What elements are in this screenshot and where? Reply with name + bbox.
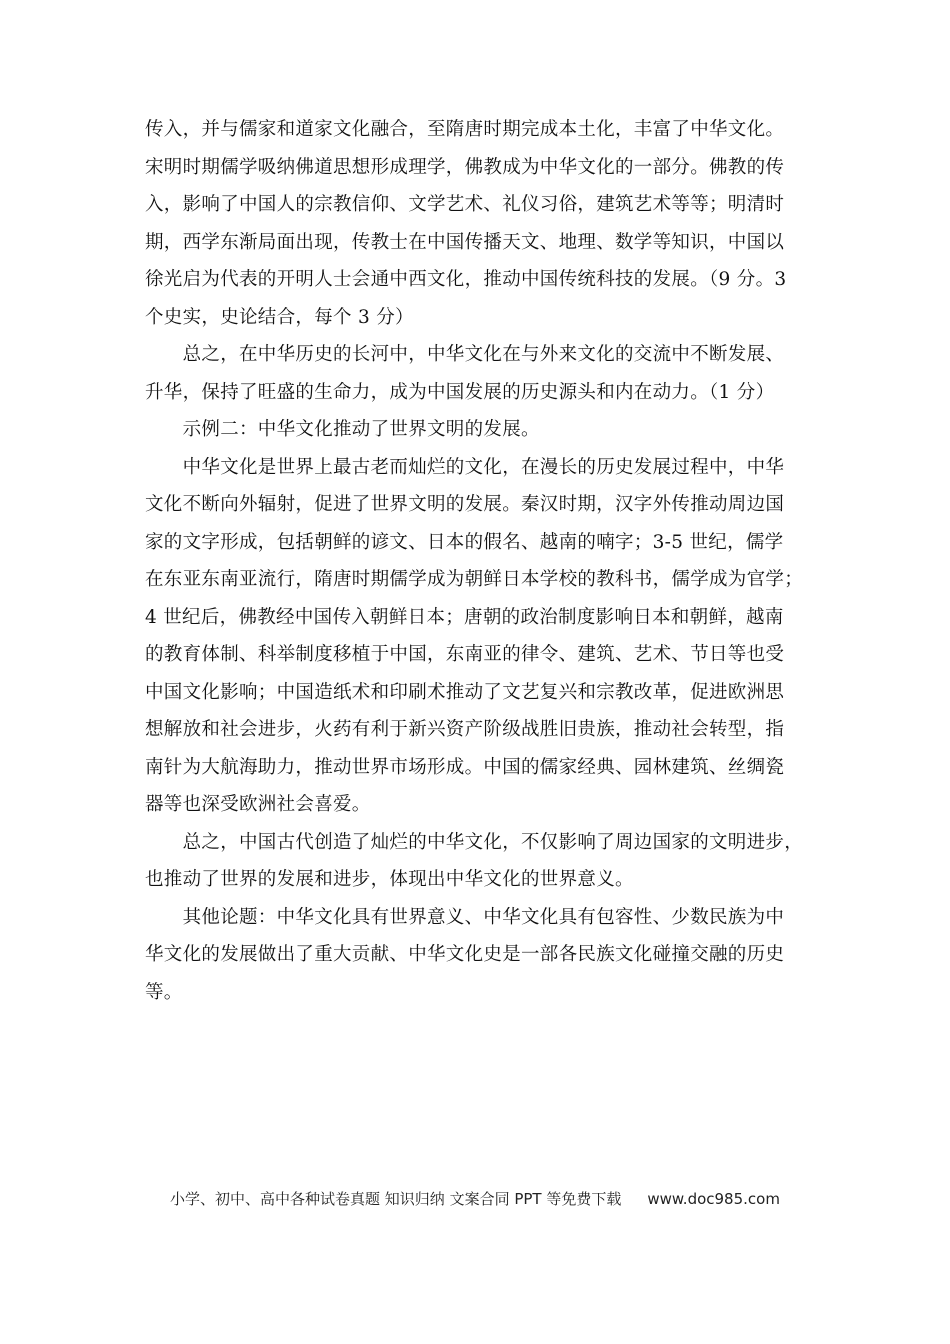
text-line: 南针为大航海助力，推动世界市场形成。中国的儒家经典、园林建筑、丝绸瓷 — [145, 756, 785, 778]
text-line: 文化不断向外辐射，促进了世界文明的发展。秦汉时期，汉字外传推动周边国 — [145, 494, 785, 515]
text-line: 总之，在中华历史的长河中，中华文化在与外来文化的交流中不断发展、 — [145, 344, 785, 365]
text-line: 徐光启为代表的开明人士会通中西文化，推动中国传统科技的发展。（9 分。3 — [145, 269, 787, 290]
page-footer — [0, 1188, 950, 1209]
text-line: 4 世纪后，佛教经中国传入朝鲜日本；唐朝的政治制度影响日本和朝鲜，越南 — [145, 606, 784, 628]
text-line: 也推动了世界的发展和进步，体现出中华文化的世界意义。 — [145, 869, 634, 890]
text-line: 中华文化是世界上最古老而灿烂的文化，在漫长的历史发展过程中，中华 — [145, 456, 785, 478]
footer-text: 小学、初中、高中各种试卷真题 知识归纳 文案合同 PPT 等免费下载 — [170, 1190, 622, 1208]
text-line: 在东亚东南亚流行，隋唐时期儒学成为朝鲜日本学校的教科书，儒学成为官学； — [145, 569, 804, 590]
text-line: 传入，并与儒家和道家文化融合，至隋唐时期完成本土化，丰富了中华文化。 — [145, 119, 785, 140]
text-line: 期，西学东渐局面出现，传教士在中国传播天文、地理、数学等知识，中国以 — [145, 231, 785, 253]
footer-site-link[interactable]: www.doc985.com — [647, 1190, 780, 1208]
text-line: 升华，保持了旺盛的生命力，成为中国发展的历史源头和内在动力。（1 分） — [145, 381, 775, 403]
text-line: 个史实，史论结合，每个 3 分） — [145, 306, 414, 328]
text-line: 想解放和社会进步，火药有利于新兴资产阶级战胜旧贵族，推动社会转型，指 — [145, 719, 785, 740]
text-line: 的教育体制、科举制度移植于中国，东南亚的律令、建筑、艺术、节日等也受 — [145, 644, 785, 665]
text-line: 等。 — [145, 981, 183, 1003]
text-line: 入，影响了中国人的宗教信仰、文学艺术、礼仪习俗，建筑艺术等等；明清时 — [145, 194, 785, 215]
example-heading: 示例二：中华文化推动了世界文明的发展。 — [145, 419, 540, 440]
text-line: 华文化的发展做出了重大贡献、中华文化史是一部各民族文化碰撞交融的历史 — [145, 944, 785, 965]
text-line: 中国文化影响；中国造纸术和印刷术推动了文艺复兴和宗教改革，促进欧洲思 — [145, 681, 785, 703]
text-line: 家的文字形成，包括朝鲜的谚文、日本的假名、越南的喃字；3-5 世纪，儒学 — [145, 531, 784, 553]
text-line: 其他论题：中华文化具有世界意义、中华文化具有包容性、少数民族为中 — [145, 906, 785, 928]
text-line: 总之，中国古代创造了灿烂的中华文化，不仅影响了周边国家的文明进步， — [145, 831, 804, 853]
document-body — [145, 111, 805, 1011]
text-line: 宋明时期儒学吸纳佛道思想形成理学，佛教成为中华文化的一部分。佛教的传 — [145, 156, 785, 178]
text-line: 器等也深受欧洲社会喜爱。 — [145, 794, 371, 815]
